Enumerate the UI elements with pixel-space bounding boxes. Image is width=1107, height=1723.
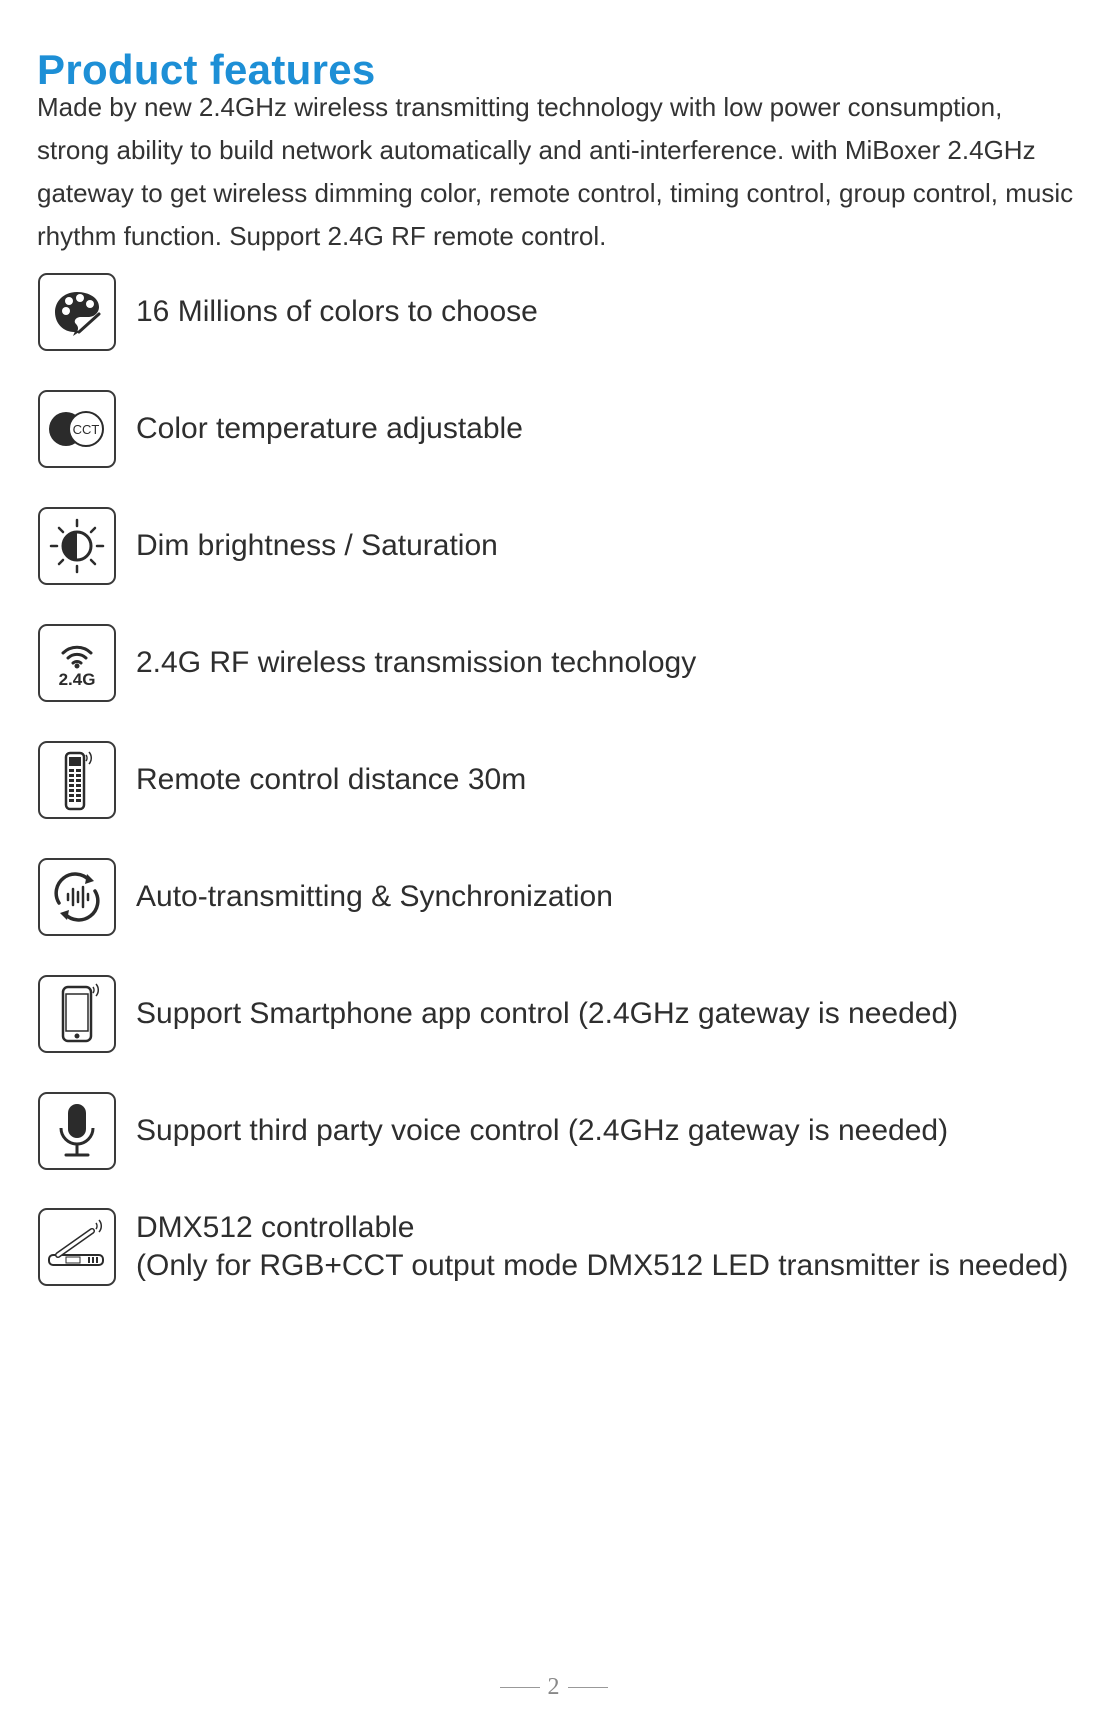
feature-text (136, 527, 498, 565)
feature-label: Support third party voice control (2.4GHz gateway is needed) (136, 1114, 949, 1147)
feature-sublabel: (Only for RGB+CCT output mode DMX512 LED transmitter is needed) (136, 1249, 1069, 1282)
microphone-icon (38, 1092, 116, 1170)
wireless-icon-label: 2.4G (58, 670, 96, 689)
wireless-24g-icon (38, 624, 116, 702)
remote-control-icon (38, 741, 116, 819)
page-number-value: 2 (547, 1674, 560, 1700)
intro-paragraph: Made by new 2.4GHz wireless transmitting technology with low power consumption, strong ability to build network automatically and anti-interference. with MiBoxer 2.4GHz gateway to get wireless dimming color, remote control, timing control, group control, music rhythm function. Support 2.4G RF remote control. (37, 92, 1074, 251)
palette-icon (38, 273, 116, 351)
feature-item (38, 1206, 1098, 1288)
feature-item (38, 505, 1098, 587)
feature-label: Support Smartphone app control (2.4GHz gateway is needed) (136, 997, 959, 1030)
feature-item (38, 856, 1098, 938)
smartphone-icon (38, 975, 116, 1053)
dmx-transmitter-icon (38, 1208, 116, 1286)
feature-text (136, 293, 538, 331)
feature-label: DMX512 controllable (136, 1211, 415, 1244)
feature-label: 16 Millions of colors to choose (136, 295, 538, 328)
page-number (0, 1674, 1107, 1701)
feature-text (136, 1209, 1068, 1285)
page-number-rule-left (500, 1687, 540, 1688)
feature-item (38, 973, 1098, 1055)
feature-label: Dim brightness / Saturation (136, 529, 498, 562)
page-title: Product features (37, 46, 376, 94)
feature-label: Color temperature adjustable (136, 412, 523, 445)
feature-item (38, 622, 1098, 704)
feature-text (136, 410, 523, 448)
feature-text (136, 761, 526, 799)
feature-item (38, 739, 1098, 821)
feature-text (136, 878, 613, 916)
feature-text (136, 644, 696, 682)
feature-label: Remote control distance 30m (136, 763, 527, 796)
cct-icon (38, 390, 116, 468)
feature-text (136, 995, 958, 1033)
feature-label: 2.4G RF wireless transmission technology (136, 646, 697, 679)
sync-icon (38, 858, 116, 936)
feature-item (38, 388, 1098, 470)
cct-icon-label: CCT (72, 422, 100, 437)
feature-label: Auto-transmitting & Synchronization (136, 880, 613, 913)
feature-item (38, 271, 1098, 353)
feature-text (136, 1112, 948, 1150)
brightness-icon (38, 507, 116, 585)
page-number-rule-right (568, 1687, 608, 1688)
feature-item (38, 1090, 1098, 1172)
